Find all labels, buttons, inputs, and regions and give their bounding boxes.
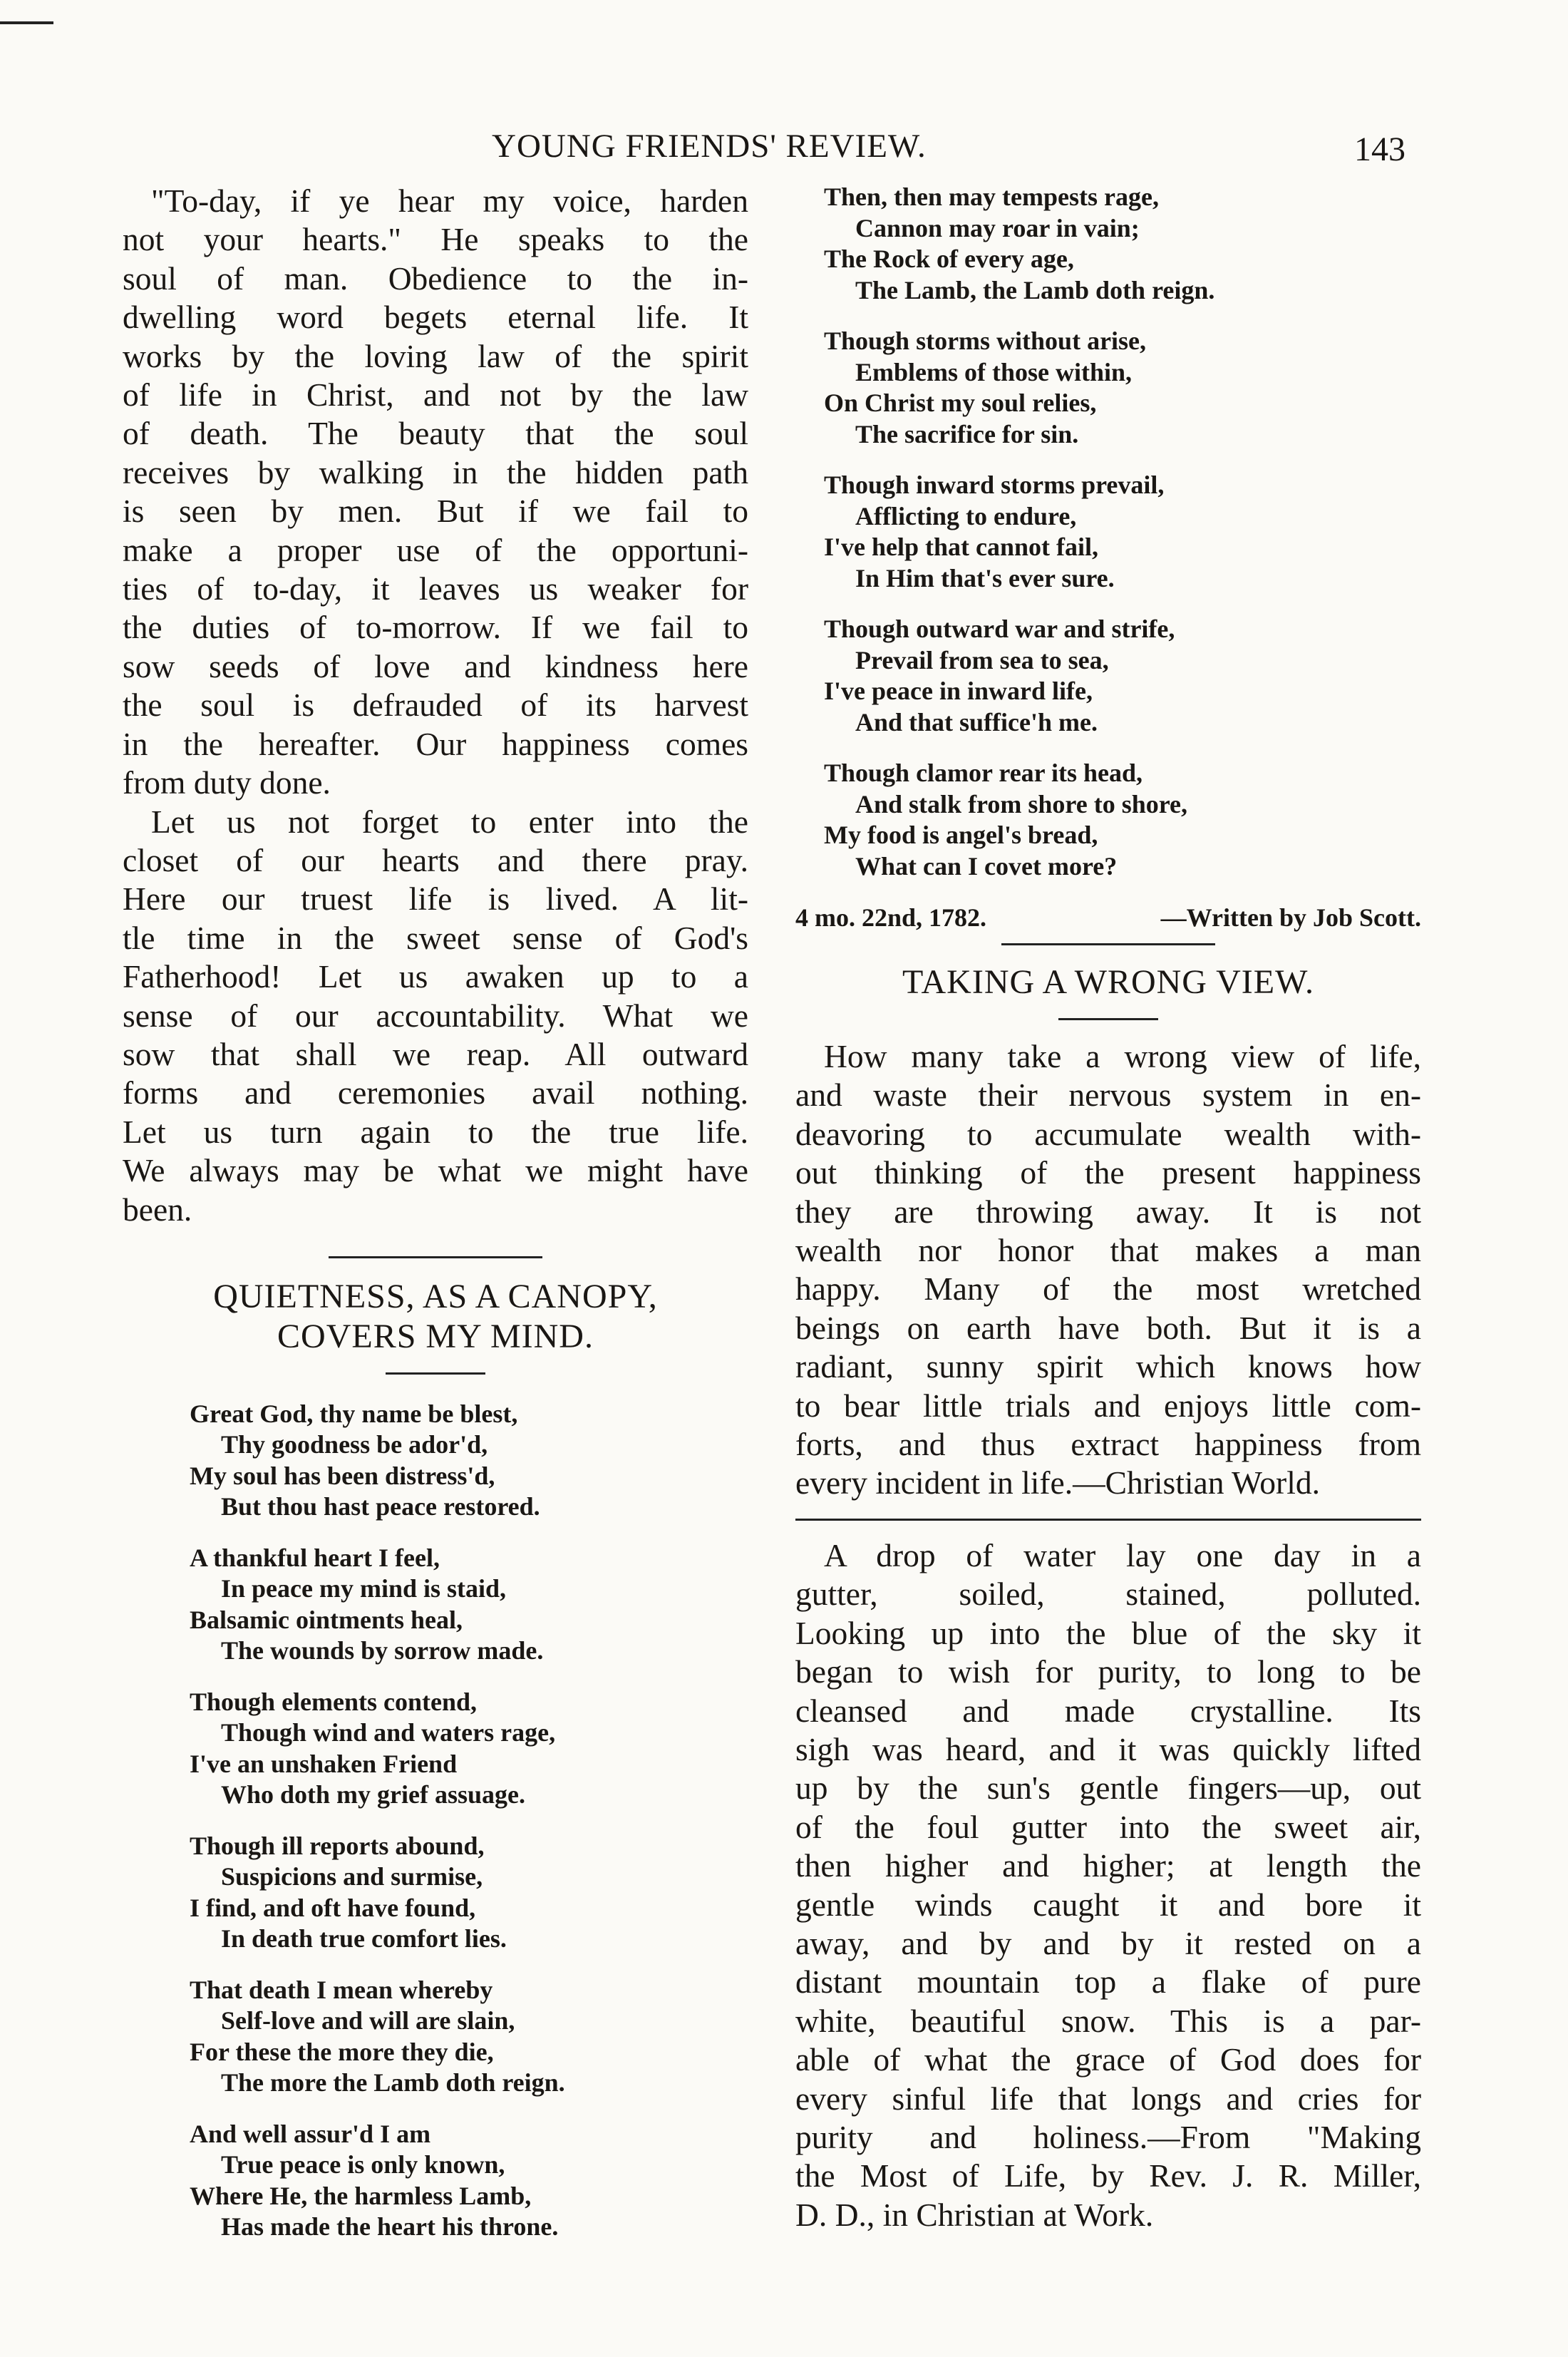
text-line: then higher and higher; at length the <box>795 1847 1421 1884</box>
poem-line: I find, and oft have found, <box>190 1893 476 1922</box>
poem-stanza <box>123 1687 748 1811</box>
poem-line: Though ill reports abound, <box>190 1831 485 1860</box>
text-line: dwelling word begets eternal life. It <box>123 299 748 336</box>
poem-line: Then, then may tempests rage, <box>824 183 1159 211</box>
poem-line: Self-love and will are slain, <box>221 2006 515 2035</box>
text-line: of the foul gutter into the sweet air, <box>795 1808 1421 1845</box>
text-line: sigh was heard, and it was quickly lifted <box>795 1730 1421 1767</box>
text-line: been. <box>123 1191 192 1228</box>
poem-line: Emblems of those within, <box>855 357 1133 386</box>
paragraph-drop-of-water <box>795 1536 1421 2234</box>
text-line: Here our truest life is lived. A lit- <box>123 880 748 918</box>
text-line: the soul is defrauded of its harvest <box>123 687 748 724</box>
poem-line: But thou hast peace restored. <box>221 1492 540 1521</box>
poem-line: Balsamic ointments heal, <box>190 1605 463 1634</box>
text-line: Fatherhood! Let us awaken up to a <box>123 958 748 995</box>
poem-line: Though outward war and strife, <box>824 615 1175 643</box>
text-line: able of what the grace of God does for <box>795 2041 1421 2078</box>
signature-date: 4 mo. 22nd, 1782. <box>795 903 987 932</box>
poem-stanza <box>795 326 1421 450</box>
text-line: closet of our hearts and there pray. <box>123 841 748 878</box>
text-line: every incident in life.—Christian World. <box>795 1464 1320 1501</box>
text-line: they are throwing away. It is not <box>795 1193 1421 1230</box>
paragraph-wrong-view <box>795 1037 1421 1503</box>
text-line: Let us turn again to the true life. <box>123 1113 748 1150</box>
text-line: and waste their nervous system in en- <box>795 1077 1421 1114</box>
poem-line: Though clamor rear its head, <box>824 759 1143 787</box>
corner-mark <box>0 21 53 24</box>
text-line: white, beautiful snow. This is a par- <box>795 2002 1421 2039</box>
poem-line: Though inward storms prevail, <box>824 471 1165 499</box>
poem-signature <box>795 902 1421 933</box>
poem-line: On Christ my soul relies, <box>824 389 1097 417</box>
text-line: the Most of Life, by Rev. J. R. Miller, <box>795 2157 1421 2194</box>
poem-line: The Lamb, the Lamb doth reign. <box>855 275 1215 304</box>
paragraph-today <box>123 182 748 803</box>
text-line: is seen by men. But if we fail to <box>123 493 748 530</box>
text-line: not your hearts." He speaks to the <box>123 221 748 258</box>
poem-line: And well assur'd I am <box>190 2119 431 2148</box>
poem-stanza <box>123 1399 748 1523</box>
poem-line: And that suffice'h me. <box>855 707 1098 736</box>
poem-line: The Rock of every age, <box>824 245 1074 273</box>
poem-left <box>123 1399 748 2243</box>
text-line: radiant, sunny spirit which knows how <box>795 1348 1421 1385</box>
text-line: in the hereafter. Our happiness comes <box>123 725 748 762</box>
poem-line: Thy goodness be ador'd, <box>221 1430 488 1459</box>
poem-line: In Him that's ever sure. <box>855 563 1115 592</box>
poem-line: I've an unshaken Friend <box>190 1749 458 1778</box>
text-line: of death. The beauty that the soul <box>123 415 748 452</box>
poem-stanza <box>795 614 1421 738</box>
poem-right <box>795 182 1421 882</box>
poem-line: Has made the heart his throne. <box>221 2212 559 2242</box>
poem-line: What can I covet more? <box>855 851 1118 880</box>
poem-line: In peace my mind is staid, <box>221 1574 507 1603</box>
text-line: make a proper use of the opportuni- <box>123 531 748 568</box>
text-line: gutter, soiled, stained, polluted. <box>795 1576 1421 1613</box>
paragraph-let-us <box>123 803 748 1229</box>
poem-line: A thankful heart I feel, <box>190 1543 440 1572</box>
text-line: of life in Christ, and not by the law <box>123 376 748 414</box>
text-line: Let us not forget to enter into the <box>151 803 748 840</box>
text-line: began to wish for purity, to long to be <box>795 1653 1421 1690</box>
poem-title-line-1: QUIETNESS, AS A CANOPY, <box>213 1277 658 1315</box>
text-line: deavoring to accumulate wealth with- <box>795 1115 1421 1152</box>
poem-stanza <box>123 1975 748 2099</box>
poem-stanza <box>795 758 1421 882</box>
text-line: D. D., in Christian at Work. <box>795 2196 1154 2233</box>
poem-line: In death true comfort lies. <box>221 1924 507 1953</box>
text-line: distant mountain top a flake of pure <box>795 1963 1421 2001</box>
text-line: works by the loving law of the spirit <box>123 337 748 374</box>
poem-line: That death I mean whereby <box>190 1975 493 2004</box>
poem-line: And stalk from shore to shore, <box>855 789 1188 818</box>
text-line: sow seeds of love and kindness here <box>123 647 748 684</box>
text-line: away, and by and by it rested on a <box>795 1924 1421 1961</box>
poem-line: Great God, thy name be blest, <box>190 1399 518 1428</box>
poem-line: I've help that cannot fail, <box>824 533 1099 561</box>
text-line: happy. Many of the most wretched <box>795 1270 1421 1308</box>
poem-stanza <box>123 1543 748 1667</box>
poem-line: Who doth my grief assuage. <box>221 1780 526 1809</box>
text-line: sense of our accountability. What we <box>123 997 748 1034</box>
poem-line: Though wind and waters rage, <box>221 1718 556 1747</box>
text-line: wealth nor honor that makes a man <box>795 1232 1421 1269</box>
text-line: to bear little trials and enjoys little com- <box>795 1387 1421 1424</box>
text-line: gentle winds caught it and bore it <box>795 1886 1421 1923</box>
text-line: receives by walking in the hidden path <box>123 453 748 491</box>
poem-line: Cannon may roar in vain; <box>855 213 1140 242</box>
text-line: How many take a wrong view of life, <box>824 1038 1421 1074</box>
poem-line: The more the Lamb doth reign. <box>221 2068 565 2097</box>
poem-stanza <box>795 470 1421 594</box>
text-line: forts, and thus extract happiness from <box>795 1426 1421 1463</box>
poem-stanza <box>123 1831 748 1955</box>
right-column <box>795 182 1421 2234</box>
poem-line: Prevail from sea to sea, <box>855 645 1109 674</box>
page-number: 143 <box>1354 130 1405 168</box>
text-line: A drop of water lay one day in a <box>824 1536 1421 1573</box>
poem-line: I've peace in inward life, <box>824 677 1093 705</box>
poem-line: Where He, the harmless Lamb, <box>190 2181 532 2210</box>
poem-line: For these the more they die, <box>190 2037 494 2066</box>
text-line: Looking up into the blue of the sky it <box>795 1614 1421 1651</box>
article-title: TAKING A WRONG VIEW. <box>902 963 1314 1001</box>
running-head: YOUNG FRIENDS' REVIEW. <box>492 128 927 165</box>
poem-line: The sacrifice for sin. <box>855 419 1079 448</box>
text-line: "To-day, if ye hear my voice, harden <box>151 183 748 219</box>
text-line: beings on earth have both. But it is a <box>795 1309 1421 1346</box>
text-line: sow that shall we reap. All outward <box>123 1035 748 1072</box>
text-line: up by the sun's gentle fingers—up, out <box>795 1770 1421 1807</box>
poem-line: Though storms without arise, <box>824 327 1147 355</box>
poem-line: My food is angel's bread, <box>824 821 1098 849</box>
poem-stanza <box>795 182 1421 306</box>
text-line: cleansed and made crystalline. Its <box>795 1692 1421 1729</box>
signature-author: —Written by Job Scott. <box>1160 903 1421 932</box>
poem-title-line-2: COVERS MY MIND. <box>277 1317 594 1355</box>
text-line: forms and ceremonies avail nothing. <box>123 1074 748 1111</box>
text-line: ties of to-day, it leaves us weaker for <box>123 570 748 607</box>
text-line: from duty done. <box>123 764 331 801</box>
poem-line: True peace is only known, <box>221 2150 505 2179</box>
poem-line: My soul has been distress'd, <box>190 1461 495 1490</box>
text-line: the duties of to-morrow. If we fail to <box>123 609 748 646</box>
poem-line: Afflicting to endure, <box>855 501 1077 530</box>
poem-stanza <box>123 2119 748 2243</box>
poem-line: Though elements contend, <box>190 1687 478 1716</box>
text-line: We always may be what we might have <box>123 1152 748 1189</box>
text-line: every sinful life that longs and cries for <box>795 2080 1421 2117</box>
text-line: out thinking of the present happiness <box>795 1154 1421 1191</box>
poem-line: Suspicions and surmise, <box>221 1862 483 1891</box>
text-line: soul of man. Obedience to the in- <box>123 260 748 297</box>
poem-line: The wounds by sorrow made. <box>221 1636 544 1665</box>
text-line: purity and holiness.—From "Making <box>795 2118 1421 2155</box>
text-line: tle time in the sweet sense of God's <box>123 919 748 956</box>
left-column <box>123 182 748 2263</box>
